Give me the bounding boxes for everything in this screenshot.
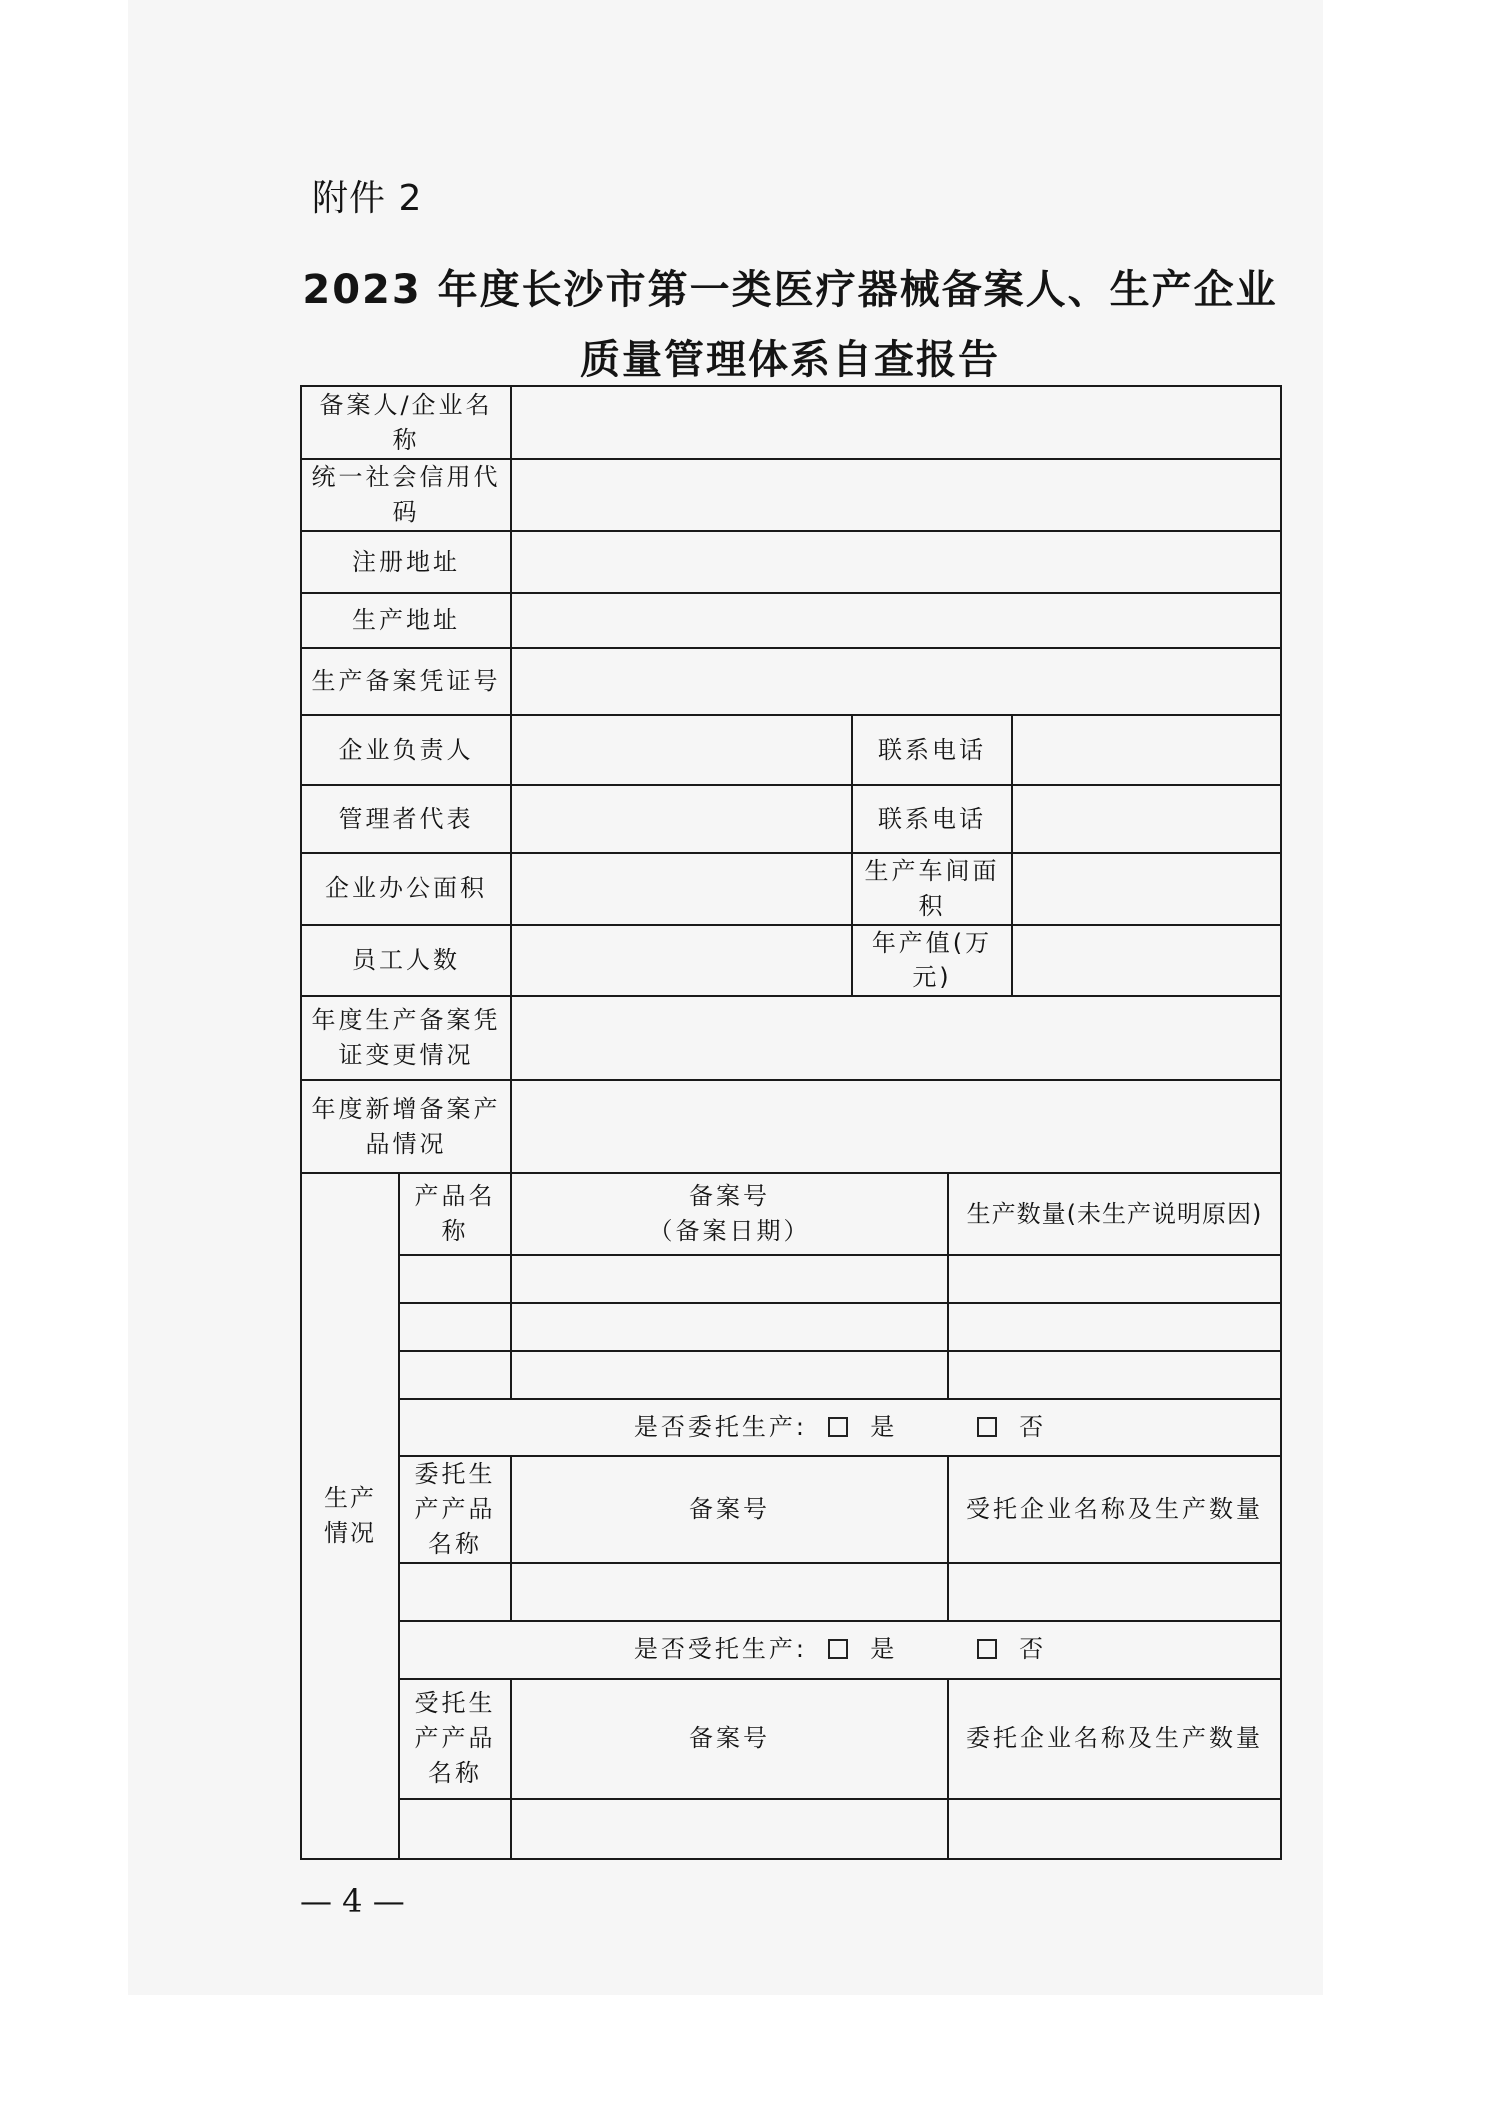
product-filing-cell[interactable]	[511, 1351, 948, 1399]
field-staff-count[interactable]	[511, 925, 852, 997]
label-filing-cert: 生产备案凭证号	[301, 648, 511, 715]
col-accepted-product-name: 受托生产产品名称	[399, 1679, 511, 1799]
product-name-cell[interactable]	[399, 1255, 511, 1303]
report-title-line2: 质量管理体系自查报告	[580, 337, 1000, 383]
product-name-cell[interactable]	[399, 1303, 511, 1351]
col-accept-filing-no: 备案号	[511, 1679, 948, 1799]
page-number: — 4 —	[300, 1882, 405, 1920]
accept-filing-cell[interactable]	[511, 1799, 948, 1859]
accept-yes-label: 是	[870, 1635, 898, 1664]
row-accept-header	[301, 1679, 1281, 1799]
row-cert-change	[301, 996, 1281, 1080]
field-phone-1[interactable]	[1012, 715, 1281, 785]
field-prod-address[interactable]	[511, 593, 1281, 648]
product-filing-cell[interactable]	[511, 1255, 948, 1303]
label-mgmt-rep: 管理者代表	[301, 785, 511, 853]
label-staff-count: 员工人数	[301, 925, 511, 997]
field-phone-2[interactable]	[1012, 785, 1281, 853]
col-entrust-filing-no: 备案号	[511, 1456, 948, 1562]
field-mgmt-rep[interactable]	[511, 785, 852, 853]
label-new-products: 年度新增备案产品情况	[301, 1080, 511, 1173]
col-product-name: 产品名称	[399, 1173, 511, 1255]
label-workshop-area: 生产车间面积	[852, 853, 1012, 925]
col-entrusted-product-name: 委托生产产品名称	[399, 1456, 511, 1562]
field-office-area[interactable]	[511, 853, 852, 925]
col-entrusted-company: 受托企业名称及生产数量	[948, 1456, 1281, 1562]
field-workshop-area[interactable]	[1012, 853, 1281, 925]
product-row	[301, 1351, 1281, 1399]
row-filing-cert	[301, 648, 1281, 715]
entrust-yes-checkbox[interactable]	[828, 1417, 848, 1437]
label-filer-name: 备案人/企业名称	[301, 386, 511, 459]
row-credit-code	[301, 459, 1281, 531]
row-staff	[301, 925, 1281, 997]
field-annual-output[interactable]	[1012, 925, 1281, 997]
label-enterprise-head: 企业负责人	[301, 715, 511, 785]
accept-company-cell[interactable]	[948, 1799, 1281, 1859]
field-filer-name[interactable]	[511, 386, 1281, 459]
field-filing-cert[interactable]	[511, 648, 1281, 715]
label-credit-code: 统一社会信用代码	[301, 459, 511, 531]
row-filer-name	[301, 386, 1281, 459]
label-office-area: 企业办公面积	[301, 853, 511, 925]
entrust-no-label: 否	[1019, 1413, 1047, 1442]
product-quantity-cell[interactable]	[948, 1351, 1281, 1399]
product-name-cell[interactable]	[399, 1351, 511, 1399]
self-inspection-form	[300, 385, 1282, 1860]
field-cert-change[interactable]	[511, 996, 1281, 1080]
label-reg-address: 注册地址	[301, 531, 511, 593]
label-cert-change: 年度生产备案凭证变更情况	[301, 996, 511, 1080]
accept-no-checkbox[interactable]	[977, 1639, 997, 1659]
field-enterprise-head[interactable]	[511, 715, 852, 785]
row-reg-address	[301, 531, 1281, 593]
accept-question-cell	[399, 1621, 1281, 1679]
row-enterprise-head	[301, 715, 1281, 785]
entrust-yes-label: 是	[870, 1413, 898, 1442]
accept-question: 是否受托生产:	[633, 1635, 807, 1664]
col-filing-no-label: 备案号	[689, 1182, 770, 1211]
col-quantity: 生产数量(未生产说明原因)	[948, 1173, 1281, 1255]
col-filing-date-label: （备案日期）	[648, 1217, 811, 1246]
entrust-row	[301, 1563, 1281, 1621]
product-quantity-cell[interactable]	[948, 1255, 1281, 1303]
label-prod-address: 生产地址	[301, 593, 511, 648]
field-credit-code[interactable]	[511, 459, 1281, 531]
product-row	[301, 1303, 1281, 1351]
product-filing-cell[interactable]	[511, 1303, 948, 1351]
entrust-question-cell	[399, 1399, 1281, 1456]
row-area	[301, 853, 1281, 925]
accept-yes-checkbox[interactable]	[828, 1639, 848, 1659]
attachment-label: 附件 2	[312, 178, 423, 219]
row-entrust-header	[301, 1456, 1281, 1562]
entrust-company-cell[interactable]	[948, 1563, 1281, 1621]
entrust-filing-cell[interactable]	[511, 1563, 948, 1621]
accept-no-label: 否	[1019, 1635, 1047, 1664]
label-phone-2: 联系电话	[852, 785, 1012, 853]
report-title-line1: 2023 年度长沙市第一类医疗器械备案人、生产企业	[302, 267, 1278, 313]
label-annual-output: 年产值(万元)	[852, 925, 1012, 997]
entrust-product-cell[interactable]	[399, 1563, 511, 1621]
row-new-products	[301, 1080, 1281, 1173]
accept-row	[301, 1799, 1281, 1859]
entrust-no-checkbox[interactable]	[977, 1417, 997, 1437]
col-entrusting-company: 委托企业名称及生产数量	[948, 1679, 1281, 1799]
field-new-products[interactable]	[511, 1080, 1281, 1173]
row-accept-question	[301, 1621, 1281, 1679]
row-entrust-question	[301, 1399, 1281, 1456]
label-production-section: 生产情况	[301, 1173, 399, 1858]
entrust-question: 是否委托生产:	[633, 1413, 807, 1442]
product-quantity-cell[interactable]	[948, 1303, 1281, 1351]
row-product-header	[301, 1173, 1281, 1255]
row-prod-address	[301, 593, 1281, 648]
row-mgmt-rep	[301, 785, 1281, 853]
col-filing-no	[511, 1173, 948, 1255]
label-phone-1: 联系电话	[852, 715, 1012, 785]
accept-product-cell[interactable]	[399, 1799, 511, 1859]
field-reg-address[interactable]	[511, 531, 1281, 593]
product-row	[301, 1255, 1281, 1303]
